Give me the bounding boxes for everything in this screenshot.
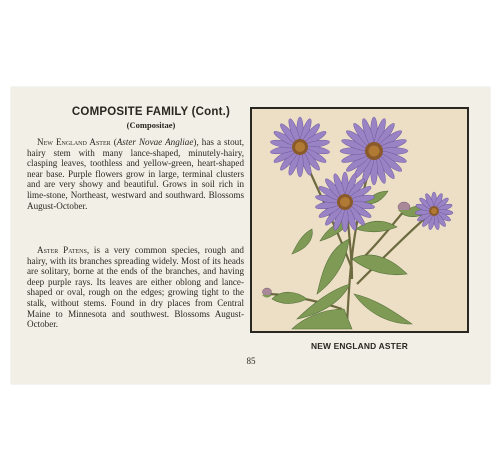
- entry-new-england-aster: [27, 137, 244, 211]
- illustration-caption: NEW ENGLAND ASTER: [310, 341, 409, 351]
- page-subtitle: (Compositae): [126, 120, 176, 130]
- aster-illustration: [250, 107, 469, 333]
- entry-aster-patens: [27, 245, 244, 330]
- paren-open: (: [110, 137, 117, 147]
- entry-name: New England Aster: [37, 137, 111, 147]
- latin-name: Aster Novae Angliae: [116, 137, 194, 147]
- page-number: 85: [246, 356, 256, 366]
- entry-text: , has a stout, hairy stem with many lance-shaped, minutely-hairy, clasping leaves, toothless and yellow-green, heart-shaped near base. Purple flowers grow in large, terminal clusters and are very showy and beautiful. Grows in soil rich in lime-stone, Northeast, westward and southward. Blossoms August-October.: [27, 137, 244, 211]
- page-title: COMPOSITE FAMILY (Cont.): [71, 106, 231, 118]
- paren-close: ): [193, 137, 197, 147]
- entry-name: Aster Patens: [37, 245, 87, 255]
- entry-text: , is a very common species, rough and hairy, with its branches spreading widely. Most of its heads are solitary, borne at the ends of the branches, and having deep purple rays. Its leaves are either oblong and lance-shaped or oval, rough on the edges; growing tight to the stalk, without stems. Found in dry places from Central Maine to Minnesota and southwest. Blossoms August-October.: [27, 245, 244, 330]
- aster-flower-illustration: [252, 109, 467, 331]
